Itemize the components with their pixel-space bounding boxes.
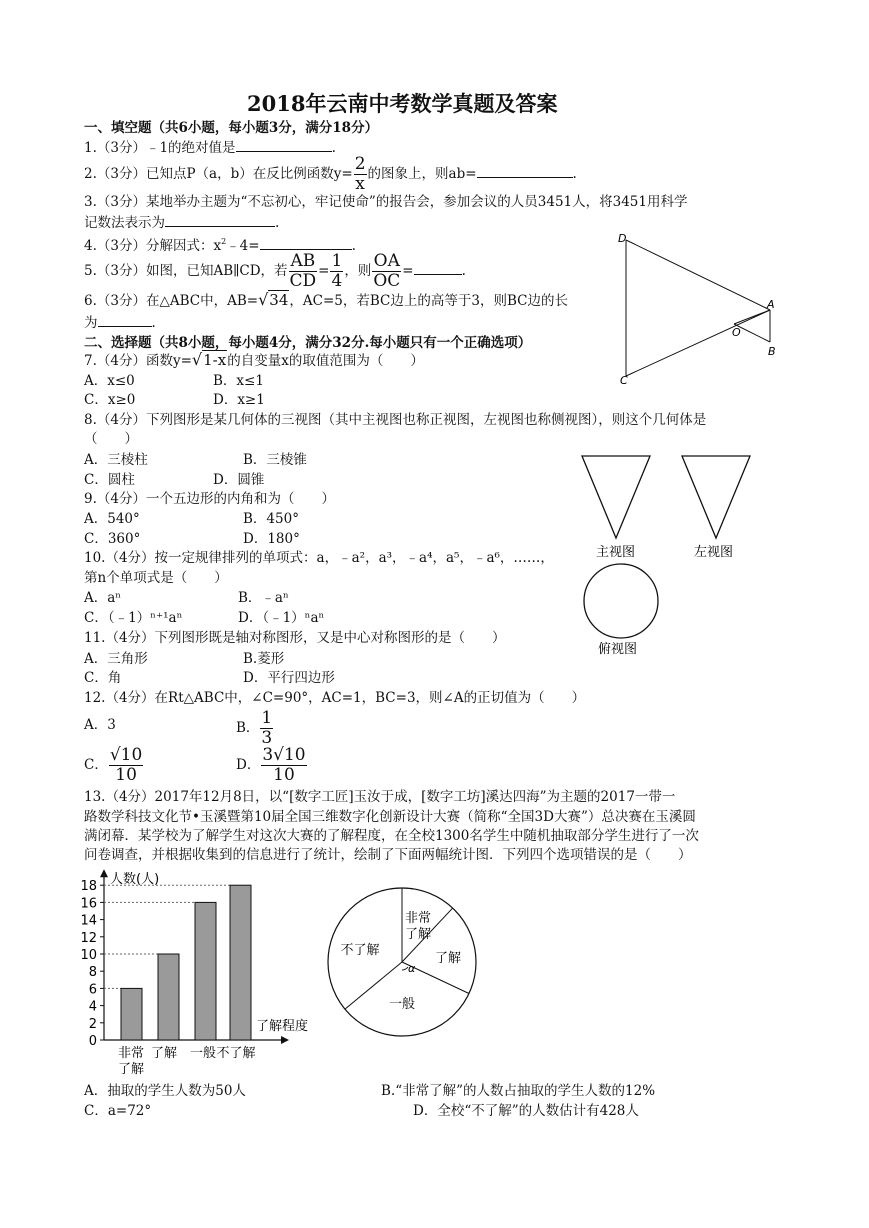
question-12: 12.（4分）在Rt△ABC中，∠C=90°，AC=1，BC=3，则∠A的正切值为（ ） (84, 690, 586, 706)
category-label: 一般 (189, 1046, 217, 1061)
q9-option-d[interactable]: D．180° (243, 531, 300, 547)
q13-option-b[interactable]: B.“非常了解”的人数占抽取的学生人数的12% (381, 1083, 656, 1099)
q12-option-b[interactable]: B． $\frac{1}{3}$ (236, 708, 273, 748)
pie-label: 非常 (404, 911, 432, 926)
q7-option-c[interactable]: C．x≥0 (84, 392, 136, 408)
y-tick-label: 14 (80, 913, 97, 929)
fraction-oa-oc: $\frac{OA}{OC}$ (373, 251, 401, 291)
y-axis-label: 人数(人) (110, 872, 160, 888)
q13-option-a[interactable]: A．抽取的学生人数为50人 (84, 1083, 246, 1099)
point-label-b: B (768, 345, 776, 358)
question-9: 9.（4分）一个五边形的内角和为（ ） (84, 491, 335, 507)
front-view-triangle (582, 456, 650, 538)
bar-3 (195, 902, 216, 1040)
category-label: 了解 (150, 1046, 178, 1061)
left-view-label: 左视图 (694, 545, 734, 560)
fraction-2-over-x: $\frac{2}{x}$ (354, 154, 366, 194)
x-axis-label: 了解程度 (256, 1019, 309, 1034)
answer-blank[interactable] (477, 163, 573, 178)
question-10-line2: 第n个单项式是（ ） (84, 570, 228, 586)
point-label-o: O (732, 326, 741, 339)
pie-label: 不了解 (340, 943, 380, 958)
pie-label: 一般 (388, 997, 416, 1012)
y-tick-label: 2 (88, 1016, 97, 1032)
q8-option-a[interactable]: A．三棱柱 (84, 452, 148, 468)
question-13-line3: 满闭幕．某学校为了解学生对这次大赛的了解程度，在全校1300名学生中随机抽取部分学生进行了一次 (84, 828, 699, 844)
y-tick-label: 12 (80, 930, 97, 946)
answer-blank[interactable] (165, 212, 275, 227)
q7-option-a[interactable]: A．x≤0 (84, 373, 135, 389)
angle-label: α (408, 962, 416, 975)
y-axis-arrow (100, 869, 108, 877)
figure-parallel-lines (612, 228, 792, 388)
question-1: 1.（3分）﹣1的绝对值是 . (84, 137, 336, 157)
question-8-line2: （ ） (84, 431, 138, 447)
category-label: 非常 (117, 1046, 145, 1061)
q11-option-b[interactable]: B.菱形 (243, 651, 285, 667)
q7-option-d[interactable]: D．x≥1 (213, 392, 265, 408)
y-tick-label: 6 (88, 982, 97, 998)
answer-blank[interactable] (98, 312, 152, 327)
q10-option-d[interactable]: D．（﹣1）ⁿaⁿ (238, 610, 325, 626)
question-2: 2.（3分）已知点P（a，b）在反比例函数y= $\frac{2}{x}$ 的图象上，则ab= . (84, 154, 577, 194)
fraction-ab-cd: $\frac{AB}{CD}$ (289, 251, 317, 291)
question-8-line1: 8.（4分）下列图形是某几何体的三视图（其中主视图也称正视图，左视图也称侧视图），则这个几何体是 (84, 412, 707, 428)
category-label: 了解 (117, 1062, 145, 1077)
bar-chart (76, 862, 336, 1077)
question-11: 11.（4分）下列图形既是轴对称图形，又是中心对称图形的是（ ） (84, 630, 506, 646)
pie-chart (320, 880, 485, 1045)
answer-blank[interactable] (236, 137, 332, 152)
q10-option-c[interactable]: C．（﹣1）ⁿ⁺¹aⁿ (84, 610, 183, 626)
y-tick-label: 10 (80, 948, 97, 963)
x-axis-arrow (281, 1036, 289, 1044)
bar-1 (121, 988, 142, 1040)
question-5: 5.（3分）如图，已知AB∥CD，若 $\frac{AB}{CD}$ = $\frac{1}{4}$ ，则 $\frac{OA}{OC}$ = . (84, 251, 466, 291)
q12-option-d[interactable]: D． $\frac{3√10}{10}$ (236, 745, 306, 785)
category-label: 不了解 (216, 1046, 256, 1061)
q11-option-d[interactable]: D．平行四边形 (243, 670, 335, 686)
q10-option-a[interactable]: A．aⁿ (84, 590, 122, 606)
figure-three-views (576, 450, 776, 665)
q13-option-d[interactable]: D．全校“不了解”的人数估计有428人 (413, 1103, 639, 1119)
left-view-triangle (682, 456, 750, 538)
bar-2 (158, 954, 179, 1040)
q7-option-b[interactable]: B．x≤1 (213, 373, 264, 389)
page-title: 2018年云南中考数学真题及答案 (247, 91, 558, 116)
pie-label: 了解 (434, 951, 462, 966)
q12-option-a[interactable]: A．3 (84, 717, 116, 733)
question-13-line4: 问卷调查，并根据收集到的信息进行了统计，绘制了下面两幅统计图．下列四个选项错误的是（ ） (84, 847, 692, 863)
point-label-c: C (620, 374, 628, 387)
question-4: 4.（3分）分解因式：$x^2﹣4=$ . (84, 237, 356, 254)
q9-option-c[interactable]: C．360° (84, 531, 141, 547)
y-tick-label: 4 (88, 999, 97, 1015)
q12-option-c[interactable]: C． $\frac{√10}{10}$ (84, 745, 143, 785)
q13-option-c[interactable]: C．a=72° (84, 1103, 152, 1119)
question-10-line1: 10.（4分）按一定规律排列的单项式：a，﹣a²，a³，﹣a⁴，a⁵，﹣a⁶，……， (84, 550, 554, 566)
fraction-1-4: $\frac{1}{4}$ (331, 251, 343, 291)
q9-option-b[interactable]: B．450° (243, 511, 299, 527)
y-tick-label: 8 (88, 965, 97, 981)
section-1-heading: 一、填空题（共6小题，每小题3分，满分18分） (84, 120, 379, 136)
question-13-line2: 路数学科技文化节•玉溪暨第10届全国三维数字化创新设计大赛（简称“全国3D大赛”）总决赛在玉溪圆 (84, 809, 696, 825)
section-2-heading: 二、选择题（共8小题，每小题4分，满分32分.每小题只有一个正确选项） (84, 335, 532, 351)
y-tick-label: 16 (80, 896, 97, 912)
question-13-line1: 13.（4分）2017年12月8日，以“[数字工匠]玉汝于成，[数字工坊]溪达四海”为主题的2017一带一 (84, 789, 676, 805)
answer-blank[interactable] (260, 235, 352, 250)
y-tick-label: 18 (80, 879, 97, 895)
pie-label: 了解 (404, 927, 432, 942)
q8-option-c[interactable]: C．圆柱 (84, 472, 135, 488)
point-label-d: D (618, 232, 627, 245)
point-label-a: A (767, 298, 775, 311)
answer-blank[interactable] (414, 260, 462, 275)
question-3-line1: 3.（3分）某地举办主题为“不忘初心，牢记使命”的报告会，参加会议的人员3451人，将3451用科学 (84, 194, 688, 210)
bar-4 (230, 885, 251, 1040)
question-6: 6.（3分）在△ABC中，AB=√34，AC=5，若BC边上的高等于3，则BC边的长 (84, 290, 568, 309)
question-3-line2: 记数法表示为 . (84, 212, 279, 232)
question-7: 7.（4分）函数y=√1-x的自变量x的取值范围为（ ） (84, 350, 424, 369)
q11-option-a[interactable]: A．三角形 (84, 651, 148, 667)
q10-option-b[interactable]: B．﹣aⁿ (238, 590, 289, 606)
top-view-label: 俯视图 (598, 642, 638, 657)
q9-option-a[interactable]: A．540° (84, 511, 140, 527)
top-view-circle (584, 564, 658, 638)
q11-option-c[interactable]: C．角 (84, 670, 122, 686)
q8-option-b[interactable]: B．三棱锥 (243, 452, 307, 468)
q8-option-d[interactable]: D．圆锥 (213, 472, 265, 488)
front-view-label: 主视图 (596, 545, 636, 560)
y-tick-label: 0 (88, 1034, 97, 1049)
question-6-line2: 为 . (84, 312, 156, 332)
